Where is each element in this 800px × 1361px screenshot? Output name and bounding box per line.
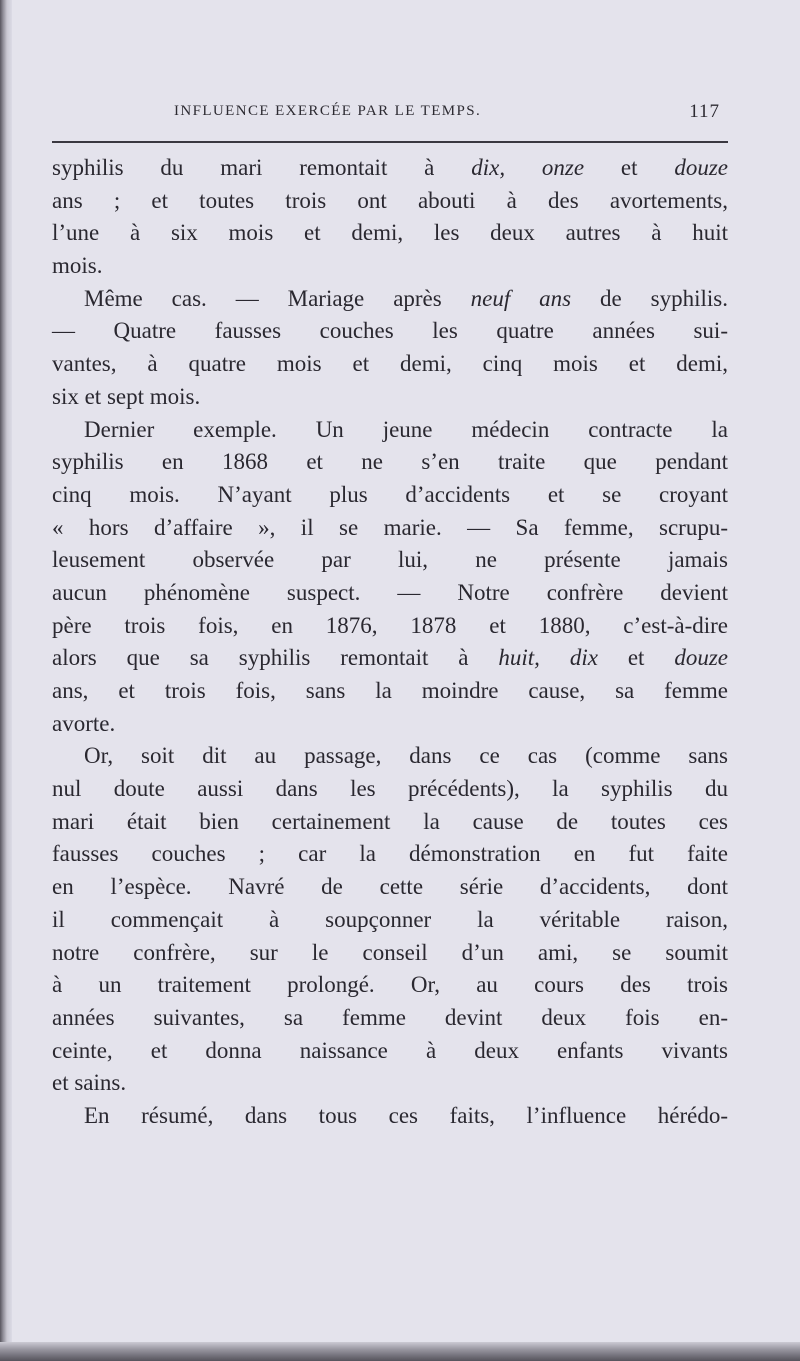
- text-line: à un traitement prolongé. Or, au cours des trois: [52, 972, 728, 998]
- text-line: en l’espèce. Navré de cette série d’accidents, dont: [52, 874, 728, 900]
- text-line: Or, soit dit au passage, dans ce cas (comme sans: [84, 743, 728, 769]
- text-line: ceinte, et donna naissance à deux enfants vivants: [52, 1037, 728, 1063]
- text-line: leusement observée par lui, ne présente jamais: [52, 547, 728, 573]
- text-line: fausses couches ; car la démonstration en fut faite: [52, 841, 728, 867]
- text-line: nul doute aussi dans les précédents), la syphilis du: [52, 776, 728, 802]
- text-line: syphilis du mari remontait à dix, onze et douze: [52, 155, 728, 180]
- text-line: et sains.: [52, 1070, 127, 1096]
- page-number: 117: [689, 101, 720, 122]
- text-line: cinq mois. N’ayant plus d’accidents et se croyant: [52, 481, 728, 507]
- text-line: mari était bien certainement la cause de toutes ces: [52, 808, 728, 834]
- text-line: vantes, à quatre mois et demi, cinq mois et demi,: [52, 351, 728, 377]
- header-rule: [52, 141, 728, 143]
- text-line: six et sept mois.: [52, 383, 201, 409]
- running-head: [50, 103, 730, 127]
- text-line: En résumé, dans tous ces faits, l’influence hérédo-: [84, 1102, 728, 1128]
- text-line: Même cas. — Mariage après neuf ans de syphilis.: [84, 285, 728, 311]
- text-line: aucun phénomène suspect. — Notre confrère devient: [52, 579, 728, 605]
- text-line: syphilis en 1868 et ne s’en traite que pendant: [52, 449, 728, 475]
- text-line: Dernier exemple. Un jeune médecin contracte la: [84, 416, 728, 442]
- text-line: années suivantes, sa femme devint deux fois en-: [52, 1004, 728, 1030]
- text-line: l’une à six mois et demi, les deux autres à huit: [52, 220, 728, 246]
- body-text: [52, 152, 728, 1133]
- text-line: alors que sa syphilis remontait à huit, dix et douze: [52, 645, 728, 671]
- text-line: ans, et trois fois, sans la moindre cause, sa femme: [52, 678, 728, 703]
- text-line: père trois fois, en 1876, 1878 et 1880, c’est-à-dire: [52, 612, 728, 638]
- text-line: notre confrère, sur le conseil d’un ami, se soumit: [52, 939, 728, 965]
- text-line: ans ; et toutes trois ont abouti à des avortements,: [52, 187, 728, 213]
- page-binding-edge: [0, 0, 12, 1361]
- page-bottom-edge: [0, 1342, 800, 1361]
- running-head-title: INFLUENCE EXERCÉE PAR LE TEMPS.: [174, 103, 482, 119]
- text-line: avorte.: [52, 710, 116, 736]
- text-line: « hors d’affaire », il se marie. — Sa femme, scrupu-: [52, 514, 728, 540]
- text-line: il commençait à soupçonner la véritable raison,: [52, 906, 728, 932]
- text-line: — Quatre fausses couches les quatre années sui-: [52, 318, 728, 344]
- text-line: mois.: [52, 253, 103, 279]
